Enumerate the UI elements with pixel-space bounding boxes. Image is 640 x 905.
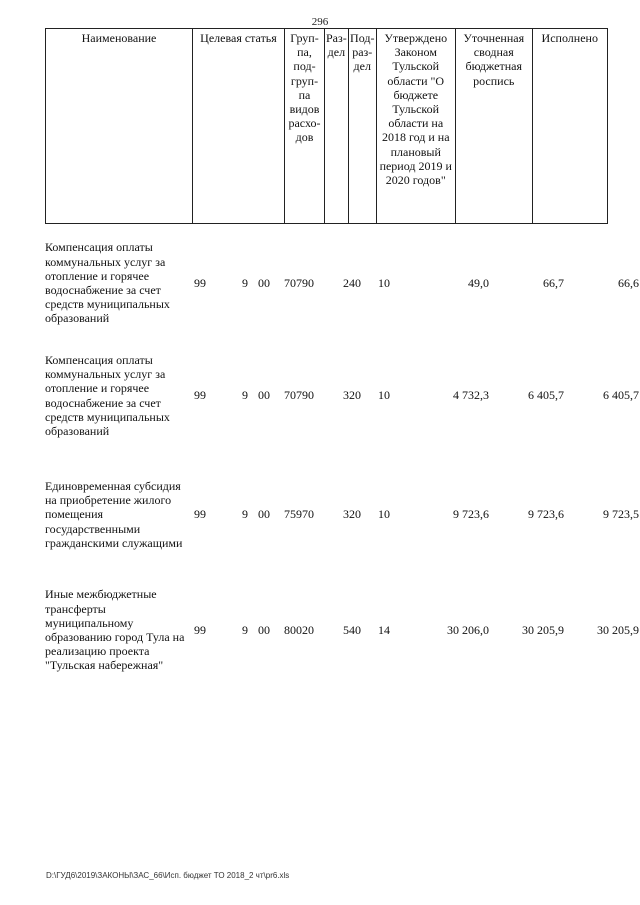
row-name: Компенсация оплаты коммунальных услуг за отопление и горячее водоснабжение за счет средств муниципальных образований	[45, 352, 170, 438]
header-target-article: Целевая статья	[193, 29, 285, 224]
header-executed: Исполнено	[532, 29, 607, 224]
row-cs4: 70790	[284, 275, 314, 290]
row-cs2: 9	[242, 622, 248, 637]
row-revised: 6 405,7	[528, 388, 564, 403]
header-expense-group: Груп-па, под-груп-па видов расхо-дов	[285, 29, 325, 224]
row-cs2: 9	[242, 388, 248, 403]
page-number: 296	[311, 16, 329, 28]
row-cs4: 80020	[284, 622, 314, 637]
row-cs3: 00	[258, 622, 270, 637]
row-group: 240	[343, 275, 361, 290]
header-section: Раз-дел	[325, 29, 349, 224]
row-cs2: 9	[242, 275, 248, 290]
row-section: 10	[378, 275, 390, 290]
row-approved: 49,0	[468, 275, 489, 290]
row-section: 10	[378, 388, 390, 403]
row-group: 320	[343, 388, 361, 403]
row-cs1: 99	[194, 388, 206, 403]
row-revised: 66,7	[543, 275, 564, 290]
header-subsection: Под-раз-дел	[348, 29, 376, 224]
row-name: Единовременная субсидия на приобретение жилого помещения государственными гражданскими служащими	[45, 478, 183, 550]
row-cs3: 00	[258, 507, 270, 522]
header-revised: Уточненная сводная бюджетная роспись	[455, 29, 532, 224]
footer-file-path: D:\ГУД6\2019\ЗАКОНЫ\ЗАС_66\Исп. бюджет ТО 2018_2 чт\pr6.xls	[46, 871, 290, 880]
row-cs2: 9	[242, 507, 248, 522]
row-cs1: 99	[194, 507, 206, 522]
table-row	[45, 338, 639, 453]
row-approved: 4 732,3	[453, 388, 489, 403]
header-approved: Утверждено Законом Тульской области "О бюджете Тульской области на 2018 год и на плановый период 2019 и 2020 годов"	[376, 29, 455, 224]
row-executed: 66,6	[618, 275, 639, 290]
table-row	[45, 228, 639, 338]
header-name: Наименование	[46, 29, 193, 224]
row-executed: 6 405,7	[603, 388, 639, 403]
table-row	[45, 453, 639, 576]
row-name: Компенсация оплаты коммунальных услуг за отопление и горячее водоснабжение за счет средств муниципальных образований	[45, 240, 170, 326]
row-executed: 9 723,5	[603, 507, 639, 522]
row-section: 14	[378, 622, 390, 637]
row-cs3: 00	[258, 275, 270, 290]
table-row	[45, 576, 639, 684]
row-section: 10	[378, 507, 390, 522]
row-approved: 9 723,6	[453, 507, 489, 522]
row-name: Иные межбюджетные трансферты муниципальному образованию город Тула на реализацию проекта "Тульская набережная"	[45, 587, 185, 673]
row-cs1: 99	[194, 622, 206, 637]
row-approved: 30 206,0	[447, 622, 489, 637]
table-body	[45, 228, 639, 684]
row-cs4: 75970	[284, 507, 314, 522]
row-revised: 9 723,6	[528, 507, 564, 522]
row-group: 320	[343, 507, 361, 522]
row-cs3: 00	[258, 388, 270, 403]
row-cs1: 99	[194, 275, 206, 290]
row-executed: 30 205,9	[597, 622, 639, 637]
row-cs4: 70790	[284, 388, 314, 403]
row-group: 540	[343, 622, 361, 637]
row-revised: 30 205,9	[522, 622, 564, 637]
table-header	[45, 28, 608, 224]
